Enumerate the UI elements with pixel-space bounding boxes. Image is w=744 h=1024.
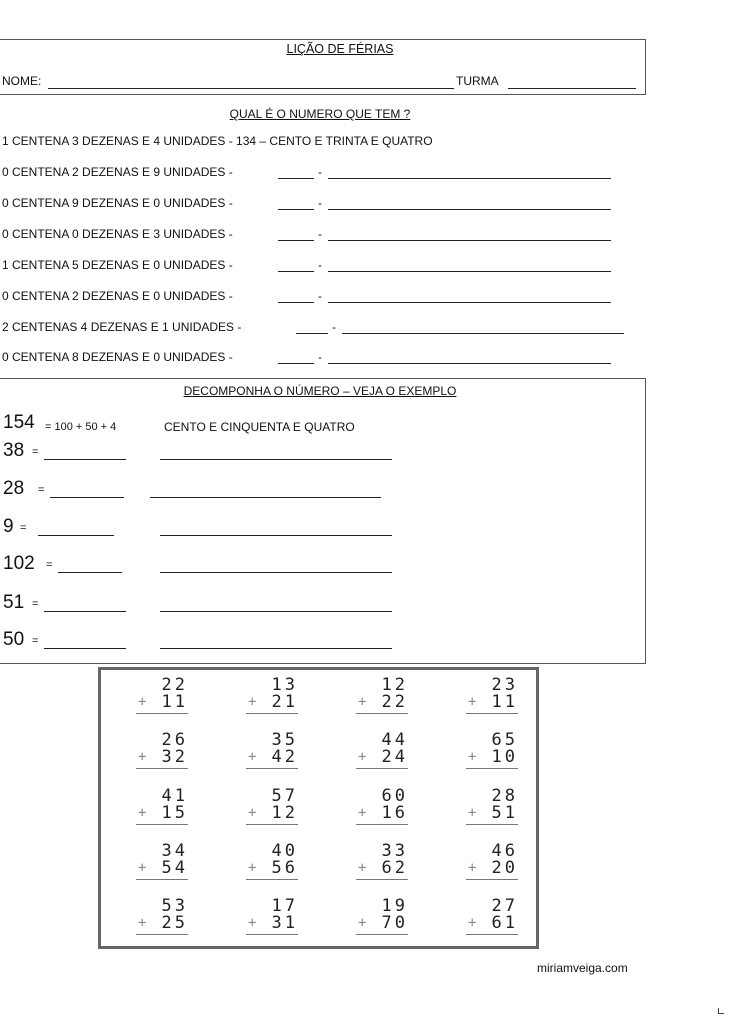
words-field[interactable] — [328, 178, 611, 179]
equals-sign: = — [38, 484, 45, 496]
decomposition-field[interactable] — [50, 497, 124, 498]
addition-problem — [448, 786, 520, 830]
plus-sign: + — [358, 805, 367, 821]
addend-top: 27 — [491, 896, 518, 916]
addend-top: 46 — [491, 841, 518, 861]
sum-line[interactable] — [136, 768, 188, 769]
row-number: 28 — [3, 478, 25, 499]
addition-problem — [338, 675, 410, 719]
plus-sign: + — [138, 860, 147, 876]
sum-line[interactable] — [466, 824, 518, 825]
sum-line[interactable] — [136, 879, 188, 880]
decomposition-field[interactable] — [44, 611, 126, 612]
addend-bottom: 61 — [491, 913, 518, 933]
addend-top: 41 — [161, 786, 188, 806]
section2-title: DECOMPONHA O NÚMERO – VEJA O EXEMPLO — [183, 384, 457, 398]
example-number: 154 — [3, 412, 35, 433]
plus-sign: + — [468, 805, 477, 821]
equals-sign: = — [32, 598, 39, 610]
addend-bottom: 54 — [161, 858, 188, 878]
dash: - — [318, 350, 322, 364]
plus-sign: + — [138, 749, 147, 765]
addition-problem — [448, 675, 520, 719]
item-text: 0 CENTENA 8 DEZENAS E 0 UNIDADES - — [2, 350, 233, 364]
site-credit: miriamveiga.com — [537, 961, 628, 975]
row-number: 102 — [3, 553, 35, 574]
addition-problem — [448, 730, 520, 774]
addend-bottom: 56 — [271, 858, 298, 878]
addend-bottom: 10 — [491, 747, 518, 767]
addend-top: 57 — [271, 786, 298, 806]
plus-sign: + — [358, 694, 367, 710]
words-field[interactable] — [160, 459, 392, 460]
addend-bottom: 32 — [161, 747, 188, 767]
addition-problem — [228, 896, 300, 940]
words-field[interactable] — [160, 572, 392, 573]
row-number: 51 — [3, 592, 25, 613]
sum-line[interactable] — [136, 934, 188, 935]
plus-sign: + — [138, 694, 147, 710]
equals-sign: = — [46, 559, 53, 571]
decomposition-field[interactable] — [58, 572, 122, 573]
addend-bottom: 11 — [161, 692, 188, 712]
plus-sign: + — [248, 694, 257, 710]
sum-line[interactable] — [466, 713, 518, 714]
class-field[interactable] — [508, 88, 636, 89]
addend-bottom: 21 — [271, 692, 298, 712]
addend-top: 65 — [491, 730, 518, 750]
decomposition-field[interactable] — [44, 648, 126, 649]
words-field[interactable] — [328, 209, 611, 210]
plus-sign: + — [248, 860, 257, 876]
words-field[interactable] — [328, 363, 611, 364]
addition-problem — [118, 786, 190, 830]
addend-top: 22 — [161, 675, 188, 695]
addend-bottom: 31 — [271, 913, 298, 933]
name-label: NOME: — [2, 74, 42, 88]
number-field[interactable] — [296, 333, 328, 334]
number-field[interactable] — [278, 271, 314, 272]
addition-problem — [338, 730, 410, 774]
addend-bottom: 15 — [161, 803, 188, 823]
addend-top: 23 — [491, 675, 518, 695]
addition-problem — [118, 675, 190, 719]
addition-problem — [448, 841, 520, 885]
addition-problem — [228, 675, 300, 719]
addition-problem — [228, 730, 300, 774]
example-decomposition: = 100 + 50 + 4 — [45, 421, 117, 433]
addition-problem — [338, 786, 410, 830]
scan-mark — [718, 1008, 724, 1014]
number-field[interactable] — [278, 209, 314, 210]
sum-line[interactable] — [356, 879, 408, 880]
sum-line[interactable] — [356, 934, 408, 935]
class-label: TURMA — [456, 74, 499, 88]
addition-problem — [228, 786, 300, 830]
equals-sign: = — [32, 635, 39, 647]
row-number: 50 — [3, 629, 25, 650]
page-title: LIÇÃO DE FÉRIAS — [286, 42, 394, 56]
sum-line[interactable] — [356, 824, 408, 825]
sum-line[interactable] — [246, 879, 298, 880]
addend-bottom: 12 — [271, 803, 298, 823]
addend-top: 28 — [491, 786, 518, 806]
plus-sign: + — [468, 694, 477, 710]
sum-line[interactable] — [246, 768, 298, 769]
addend-bottom: 62 — [381, 858, 408, 878]
addend-top: 17 — [271, 896, 298, 916]
addition-problem — [338, 896, 410, 940]
dash: - — [332, 320, 336, 334]
item-text: 2 CENTENAS 4 DEZENAS E 1 UNIDADES - — [2, 320, 242, 334]
words-field[interactable] — [150, 497, 381, 498]
words-field[interactable] — [328, 240, 611, 241]
dash: - — [318, 258, 322, 272]
words-field[interactable] — [328, 302, 611, 303]
addition-problem — [118, 730, 190, 774]
equals-sign: = — [32, 446, 39, 458]
plus-sign: + — [248, 915, 257, 931]
decomposition-field[interactable] — [44, 459, 126, 460]
plus-sign: + — [468, 749, 477, 765]
words-field[interactable] — [328, 271, 611, 272]
addend-top: 40 — [271, 841, 298, 861]
dash: - — [318, 165, 322, 179]
addend-top: 26 — [161, 730, 188, 750]
item-text: 0 CENTENA 0 DEZENAS E 3 UNIDADES - — [2, 227, 233, 241]
plus-sign: + — [248, 805, 257, 821]
item-text: 0 CENTENA 2 DEZENAS E 9 UNIDADES - — [2, 165, 233, 179]
words-field[interactable] — [160, 535, 392, 536]
sum-line[interactable] — [466, 879, 518, 880]
addend-top: 13 — [271, 675, 298, 695]
section1-example: 1 CENTENA 3 DEZENAS E 4 UNIDADES - 134 – CENTO E TRINTA E QUATRO — [2, 134, 433, 148]
name-field[interactable] — [48, 88, 454, 89]
item-text: 1 CENTENA 5 DEZENAS E 0 UNIDADES - — [2, 258, 233, 272]
addend-bottom: 20 — [491, 858, 518, 878]
addend-bottom: 42 — [271, 747, 298, 767]
sum-line[interactable] — [356, 713, 408, 714]
plus-sign: + — [358, 915, 367, 931]
equals-sign: = — [20, 522, 27, 534]
words-field[interactable] — [160, 648, 392, 649]
addend-top: 12 — [381, 675, 408, 695]
number-field[interactable] — [278, 178, 314, 179]
addend-top: 53 — [161, 896, 188, 916]
sum-line[interactable] — [246, 934, 298, 935]
addend-top: 35 — [271, 730, 298, 750]
plus-sign: + — [248, 749, 257, 765]
words-field[interactable] — [160, 611, 392, 612]
number-field[interactable] — [278, 240, 314, 241]
addend-bottom: 70 — [381, 913, 408, 933]
sum-line[interactable] — [356, 768, 408, 769]
dash: - — [318, 196, 322, 210]
sum-line[interactable] — [466, 768, 518, 769]
sum-line[interactable] — [136, 824, 188, 825]
plus-sign: + — [358, 749, 367, 765]
row-number: 38 — [3, 440, 25, 461]
plus-sign: + — [468, 915, 477, 931]
addition-problem — [228, 841, 300, 885]
addend-bottom: 24 — [381, 747, 408, 767]
addend-top: 44 — [381, 730, 408, 750]
section1-title: QUAL É O NUMERO QUE TEM ? — [229, 107, 411, 121]
sum-line[interactable] — [136, 713, 188, 714]
addend-top: 19 — [381, 896, 408, 916]
number-field[interactable] — [278, 302, 314, 303]
addend-top: 33 — [381, 841, 408, 861]
sum-line[interactable] — [246, 824, 298, 825]
sum-line[interactable] — [246, 713, 298, 714]
plus-sign: + — [468, 860, 477, 876]
addend-bottom: 51 — [491, 803, 518, 823]
dash: - — [318, 289, 322, 303]
addition-problem — [448, 896, 520, 940]
number-field[interactable] — [278, 363, 314, 364]
example-words: CENTO E CINQUENTA E QUATRO — [164, 420, 355, 434]
addend-top: 60 — [381, 786, 408, 806]
addend-bottom: 11 — [491, 692, 518, 712]
plus-sign: + — [138, 805, 147, 821]
addend-bottom: 25 — [161, 913, 188, 933]
dash: - — [318, 227, 322, 241]
item-text: 0 CENTENA 2 DEZENAS E 0 UNIDADES - — [2, 289, 233, 303]
addition-problem — [338, 841, 410, 885]
addend-top: 34 — [161, 841, 188, 861]
addition-problem — [118, 896, 190, 940]
words-field[interactable] — [342, 333, 624, 334]
item-text: 0 CENTENA 9 DEZENAS E 0 UNIDADES - — [2, 196, 233, 210]
addend-bottom: 22 — [381, 692, 408, 712]
decomposition-field[interactable] — [38, 535, 114, 536]
plus-sign: + — [138, 915, 147, 931]
plus-sign: + — [358, 860, 367, 876]
row-number: 9 — [3, 516, 14, 537]
addend-bottom: 16 — [381, 803, 408, 823]
sum-line[interactable] — [466, 934, 518, 935]
addition-problem — [118, 841, 190, 885]
